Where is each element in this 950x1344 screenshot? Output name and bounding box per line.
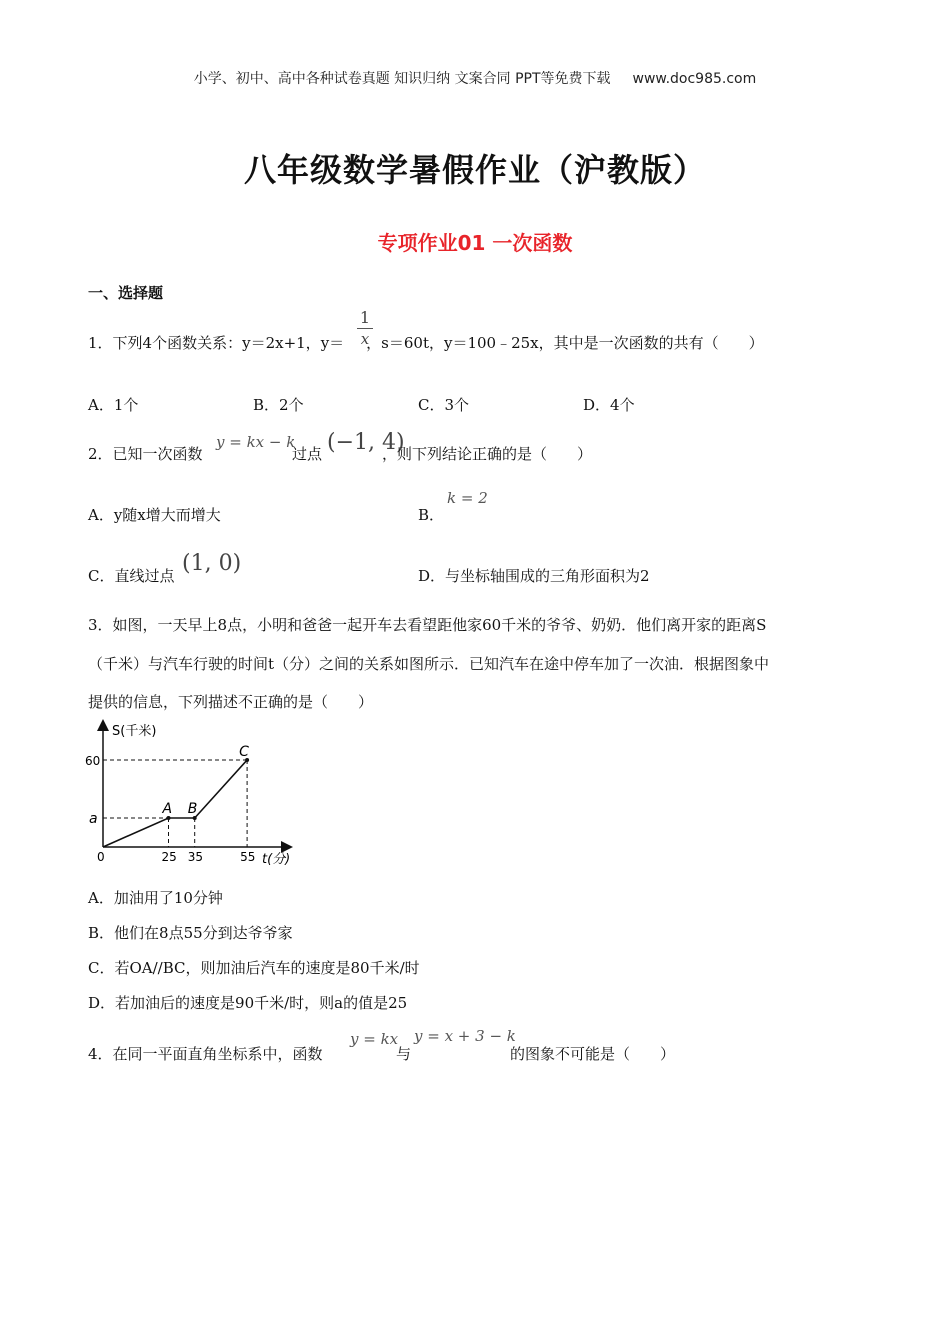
q4-tail: 的图象不可能是（ ） — [510, 1045, 676, 1063]
q2-option-c[interactable] — [88, 565, 174, 586]
y-tick-a: a — [89, 811, 98, 827]
q4-mid: 与 — [396, 1045, 412, 1063]
header-text: 小学、初中、高中各种试卷真题 知识归纳 文案合同 PPT等免费下载 — [193, 71, 611, 87]
q2-lead: 2．已知一次函数 — [88, 445, 203, 463]
q2-tail: ，则下列结论正确的是（ ） — [382, 445, 593, 463]
q4-lead: 4．在同一平面直角坐标系中，函数 — [88, 1045, 323, 1063]
x-axis-label: t(分) — [262, 852, 291, 867]
q3-option-b[interactable]: B．他们在8点55分到达爷爷家 — [88, 924, 293, 942]
q1-f1: y＝2x+1， — [242, 334, 321, 352]
header-site-link[interactable]: www.doc985.com — [632, 71, 757, 87]
point-label-c: C — [239, 744, 249, 760]
q2-option-c-math: (1, 0) — [182, 551, 242, 576]
point-label-b: B — [187, 801, 198, 817]
q2-option-b-label: B． — [418, 506, 445, 524]
page-header — [0, 68, 950, 88]
x-tick-35: 35 — [187, 850, 203, 864]
x-tick-0: 0 — [97, 850, 105, 864]
q3-option-a[interactable]: A．加油用了10分钟 — [88, 889, 223, 907]
q1-option-c[interactable]: C．3个 — [418, 396, 470, 414]
question-2 — [88, 443, 203, 464]
q1-f3: ，s＝60t，y＝100﹣25x，其中是一次函数的共有（ ） — [366, 334, 764, 352]
q1-f2-pre: y＝ — [320, 334, 345, 352]
question-1 — [88, 332, 764, 353]
x-tick-25: 25 — [161, 850, 177, 864]
q3-option-d[interactable]: D．若加油后的速度是90千米/时，则a的值是25 — [88, 994, 408, 1012]
q2-option-b[interactable] — [418, 504, 444, 525]
q2-point: (−1, 4) — [327, 430, 405, 455]
q2-option-a[interactable]: A．y随x增大而增大 — [88, 506, 221, 524]
q1-frac-num: 1 — [359, 308, 371, 327]
distance-time-graph — [82, 716, 297, 868]
q2-function: y = kx − k — [216, 433, 296, 451]
section-heading: 一、选择题 — [88, 284, 164, 302]
q2-option-c-label: C．直线过点 — [88, 567, 175, 585]
x-tick-55: 55 — [240, 850, 256, 864]
q3-line-2: （千米）与汽车行驶的时间t（分）之间的关系如图所示．已知汽车在途中停车加了一次油．根据图象中 — [88, 655, 770, 673]
q1-option-b[interactable]: B．2个 — [253, 396, 304, 414]
y-tick-60: 60 — [85, 754, 101, 768]
q1-frac-bar — [357, 328, 373, 329]
q4-function-1: y = kx — [350, 1030, 399, 1048]
page-subtitle: 专项作业01 一次函数 — [377, 231, 573, 255]
y-axis-label: S(千米) — [112, 724, 157, 739]
q1-lead: 1．下列4个函数关系： — [88, 334, 243, 352]
point-label-a: A — [162, 801, 173, 817]
q2-mid: 过点 — [292, 445, 323, 463]
q1-frac-den: x — [360, 330, 370, 348]
q1-option-d[interactable]: D．4个 — [583, 396, 635, 414]
q2-option-b-math: k = 2 — [447, 489, 488, 507]
q4-function-2: y = x + 3 − k — [414, 1027, 516, 1045]
series-line — [103, 760, 247, 847]
q3-line-3: 提供的信息，下列描述不正确的是（ ） — [88, 693, 374, 711]
q3-option-c[interactable]: C．若OA//BC，则加油后汽车的速度是80千米/时 — [88, 959, 420, 977]
q3-line-1: 3．如图，一天早上8点，小明和爸爸一起开车去看望距他家60千米的爷爷、奶奶．他们离开家的距离S — [88, 616, 767, 634]
q2-option-d[interactable]: D．与坐标轴围成的三角形面积为2 — [418, 567, 650, 585]
page-title: 八年级数学暑假作业（沪教版） — [243, 151, 706, 189]
q1-option-a[interactable]: A．1个 — [88, 396, 139, 414]
